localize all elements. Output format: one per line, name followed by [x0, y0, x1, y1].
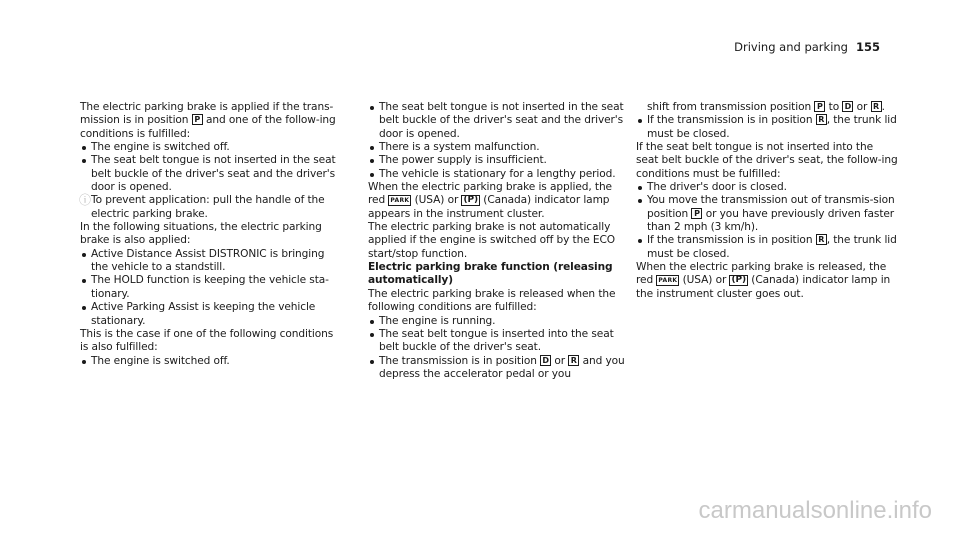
gear-d-symbol: D: [540, 355, 551, 366]
list-item: If the transmission is in position R , the trunk lid must be closed.: [636, 234, 898, 261]
gear-p-symbol: P: [814, 101, 825, 112]
list-item: The seat belt tongue is inserted into the seat belt buckle of the driver's seat.: [368, 328, 630, 355]
paragraph: This is the case if one of the following conditions is also fulfilled:: [80, 327, 334, 354]
list-item: The driver's door is closed.: [636, 181, 898, 194]
list-item: You move the transmission out of transmis-sion position P or you have previously driven faster than 2 mph (3 km/h).: [636, 194, 898, 234]
list-item: The engine is running.: [368, 315, 630, 328]
conditions-list-6: [636, 114, 898, 141]
parking-brake-lamp-icon: (P): [731, 275, 747, 286]
list-item: The power supply is insufficient.: [368, 154, 630, 167]
info-icon: ⓘ: [79, 193, 91, 208]
list-item: The vehicle is stationary for a lengthy period.: [368, 168, 630, 181]
column-2: [368, 101, 630, 381]
conditions-list-5: [368, 315, 630, 382]
conditions-list-3: [80, 355, 342, 368]
intro-paragraph: The electric parking brake is applied if the trans-mission is in position P and one of the follow-ing conditions is fulfilled:: [80, 101, 336, 140]
gear-p-symbol: P: [691, 208, 702, 219]
list-item: Active Distance Assist DISTRONIC is bringing the vehicle to a standstill.: [80, 248, 342, 275]
indicator-paragraph: When the electric parking brake is released, the red PARK (USA) or (P) (Canada) indicator lamp in the instrument cluster goes out.: [636, 261, 891, 300]
list-item: The engine is switched off.: [80, 355, 342, 368]
paragraph: In the following situations, the electric parking brake is also applied:: [80, 221, 322, 247]
list-item: The transmission is in position D or R and you depress the accelerator pedal or you: [368, 355, 630, 382]
list-item: The HOLD function is keeping the vehicle sta-tionary.: [80, 274, 342, 301]
gear-r-symbol: R: [816, 114, 827, 125]
list-item: The seat belt tongue is not inserted in the seat belt buckle of the driver's seat and the driver's door is opened.: [368, 101, 630, 141]
page-number: 155: [855, 40, 880, 54]
paragraph: The electric parking brake is not automatically applied if the engine is switched off by the ECO start/stop function.: [368, 221, 616, 260]
list-item: If the transmission is in position R , the trunk lid must be closed.: [636, 114, 898, 141]
indicator-paragraph: When the electric parking brake is applied, the red PARK (USA) or (P) (Canada) indicator lamp appears in the instrument cluster.: [368, 181, 612, 220]
note-block: [80, 194, 342, 221]
subheading: Electric parking brake function (releasing automatically): [368, 261, 613, 287]
column-3: [636, 101, 898, 301]
gear-r-symbol: R: [871, 101, 882, 112]
continued-text: shift from transmission position P to D or R .: [647, 101, 885, 113]
gear-p-symbol: P: [192, 114, 203, 125]
conditions-list-4: [368, 101, 630, 181]
gear-r-symbol: R: [816, 234, 827, 245]
conditions-list-1: [80, 141, 342, 194]
conditions-list-7: [636, 181, 898, 261]
page-header: [734, 40, 880, 54]
gear-d-symbol: D: [842, 101, 853, 112]
paragraph: If the seat belt tongue is not inserted into the seat belt buckle of the driver's seat, the follow-ing conditions must be fulfilled:: [636, 141, 898, 180]
park-lamp-icon: PARK: [658, 277, 678, 285]
gear-r-symbol: R: [568, 355, 579, 366]
paragraph: The electric parking brake is released when the following conditions are fulfilled:: [368, 287, 616, 314]
park-lamp-icon: PARK: [390, 197, 410, 205]
list-item: The engine is switched off.: [80, 141, 342, 154]
list-item: The seat belt tongue is not inserted in the seat belt buckle of the driver's seat and the driver's door is opened.: [80, 154, 342, 194]
note-text: To prevent application: pull the handle of the electric parking brake.: [91, 194, 325, 220]
section-title: Driving and parking: [734, 40, 848, 54]
watermark: carmanualsonline.info: [698, 497, 932, 524]
parking-brake-lamp-icon: (P): [463, 195, 479, 206]
conditions-list-2: [80, 248, 342, 328]
list-item: Active Parking Assist is keeping the vehicle stationary.: [80, 301, 342, 328]
column-1: [80, 101, 342, 368]
list-item: There is a system malfunction.: [368, 141, 630, 154]
